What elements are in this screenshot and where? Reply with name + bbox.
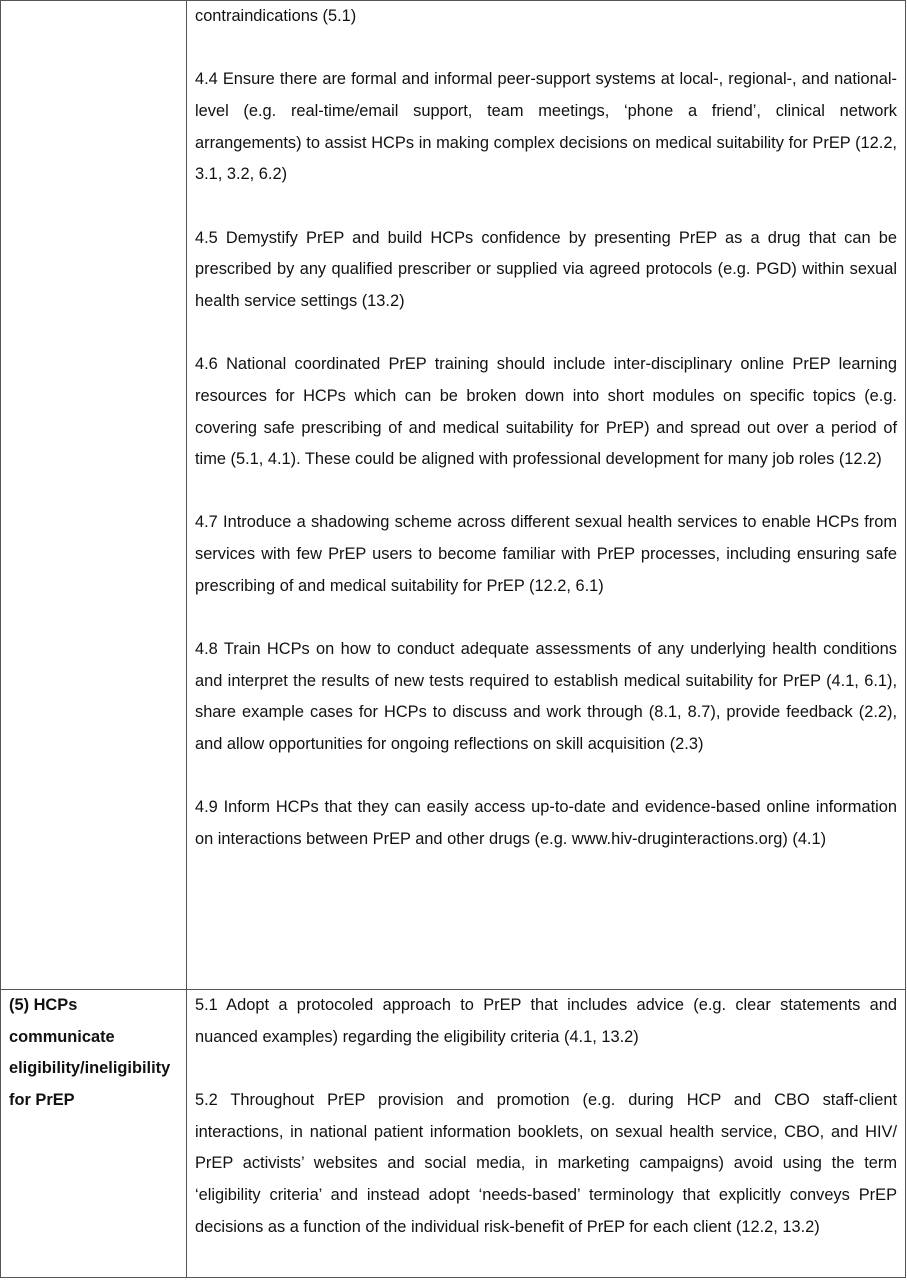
recommendation-paragraph: contraindications (5.1) bbox=[195, 7, 357, 25]
stage-cell bbox=[1, 990, 187, 1278]
recommendations-cell bbox=[187, 1, 906, 990]
stage-title: (5) HCPs communicate eligibility/ineligibility for PrEP bbox=[9, 996, 171, 1110]
recommendation-paragraph: 4.7 Introduce a shadowing scheme across different sexual health services to enable HCPs from services with few PrEP users to become familiar with PrEP processes, including ensuring safe prescribing of and medical suitability for PrEP (12.2, 6.1) bbox=[195, 513, 897, 595]
recommendation-paragraph: 5.1 Adopt a protocoled approach to PrEP that includes advice (e.g. clear statements and nuanced examples) regarding the eligibility criteria (4.1, 13.2) bbox=[195, 996, 897, 1046]
recommendation-paragraph: 4.8 Train HCPs on how to conduct adequate assessments of any underlying health conditions and interpret the results of new tests required to establish medical suitability for PrEP (4.1, 6.1), share example cases for HCPs to discuss and work through (8.1, 8.7), provide feedback (2.2), and allow opportunities for ongoing reflections on skill acquisition (2.3) bbox=[195, 640, 897, 754]
table-row bbox=[1, 1, 906, 990]
recommendation-paragraph: 4.4 Ensure there are formal and informal peer-support systems at local-, regional-, and national-level (e.g. real-time/email support, team meetings, ‘phone a friend’, clinical network arrangements) to assist HCPs in making complex decisions on medical suitability for PrEP (12.2, 3.1, 3.2, 6.2) bbox=[195, 70, 897, 184]
recommendation-paragraph: 4.6 National coordinated PrEP training should include inter-disciplinary online PrEP learning resources for HCPs which can be broken down into short modules on specific topics (e.g. covering safe prescribing of and medical suitability for PrEP) and spread out over a period of time (5.1, 4.1). These could be aligned with professional development for many job roles (12.2) bbox=[195, 355, 897, 469]
recommendation-paragraph: 4.5 Demystify PrEP and build HCPs confidence by presenting PrEP as a drug that can be prescribed by any qualified prescriber or supplied via agreed protocols (e.g. PGD) within sexual health service settings (13.2) bbox=[195, 228, 897, 310]
recommendation-paragraph: 4.9 Inform HCPs that they can easily access up-to-date and evidence-based online information on interactions between PrEP and other drugs (e.g. www.hiv-druginteractions.org) (4.1) bbox=[195, 798, 897, 849]
recommendations-cell bbox=[187, 990, 906, 1278]
recommendation-paragraph: 5.2 Throughout PrEP provision and promotion (e.g. during HCP and CBO staff-client interactions, in national patient information booklets, on sexual health service, CBO, and HIV/ PrEP activists’ websites and social media, in marketing campaigns) avoid using the term ‘eligibility criteria’ and instead adopt ‘needs-based’ terminology that explicitly conveys PrEP decisions as a function of the individual risk-benefit of PrEP for each client (12.2, 13.2) bbox=[195, 1090, 897, 1236]
table-row bbox=[1, 990, 906, 1278]
stage-cell bbox=[1, 1, 187, 990]
